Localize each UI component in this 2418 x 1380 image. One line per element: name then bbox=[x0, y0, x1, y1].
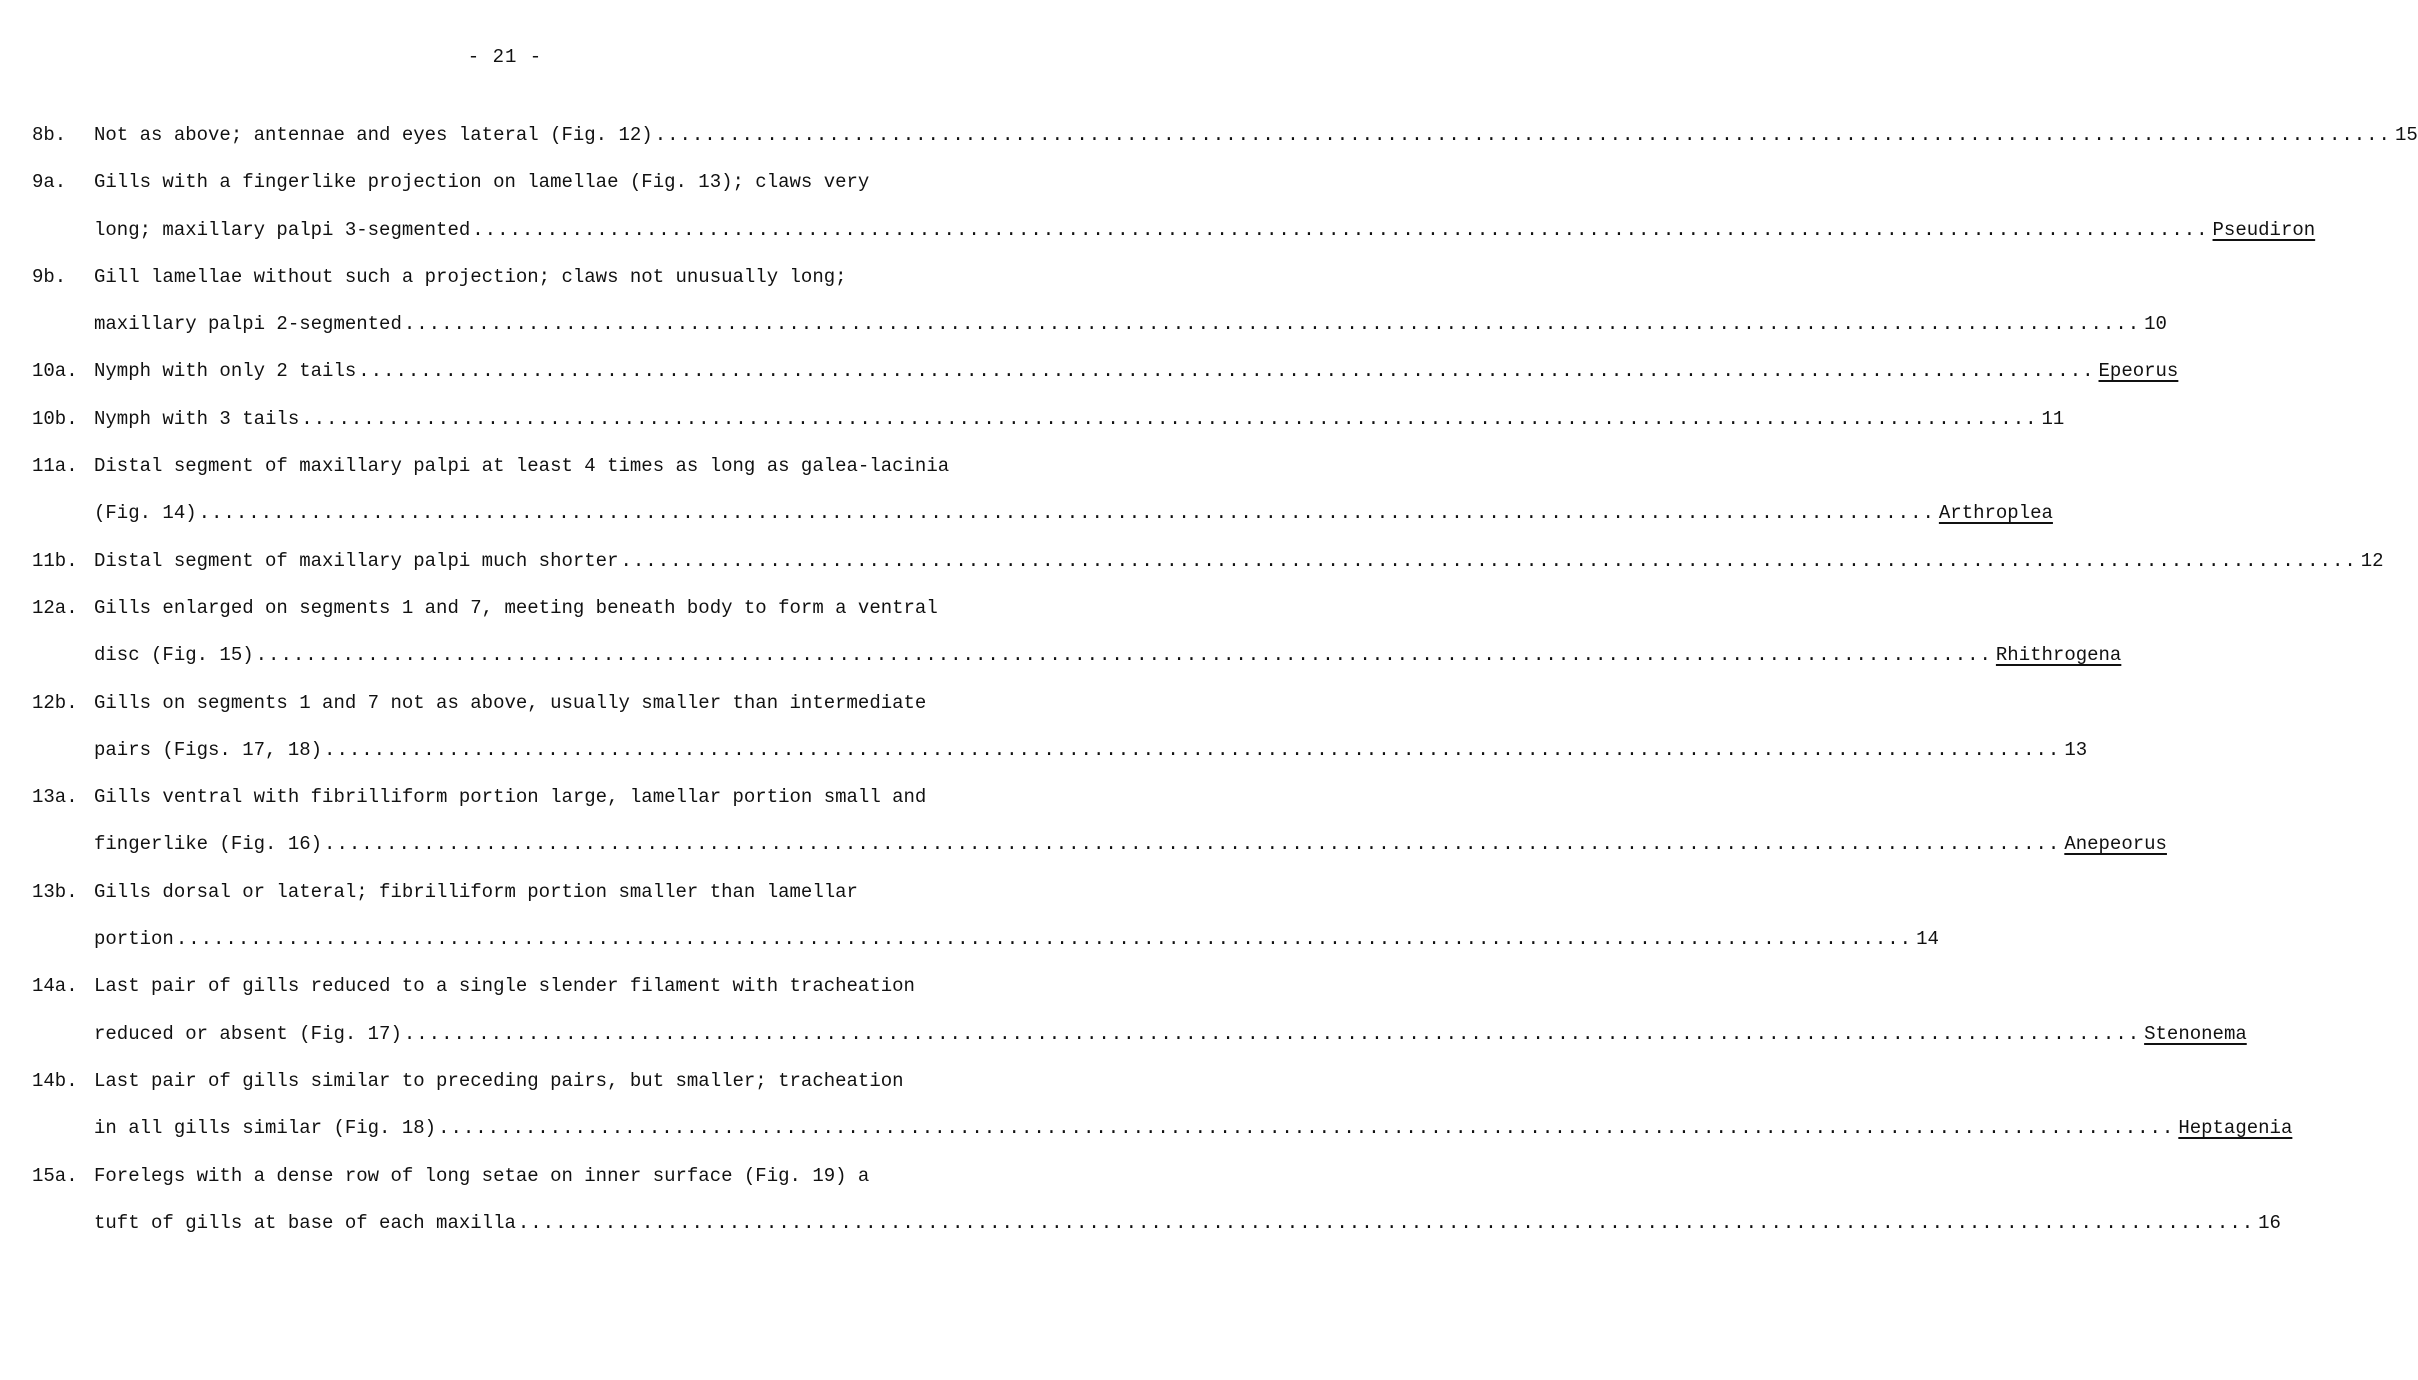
key-entry-10b bbox=[32, 396, 2065, 443]
leader-dots: ............................................................................................................................................ bbox=[403, 313, 2141, 336]
entry-line bbox=[32, 1058, 987, 1105]
entry-number: 13b. bbox=[32, 880, 78, 903]
entry-text: Gill lamellae without such a projection; claws not unusually long; bbox=[94, 265, 847, 288]
entry-number: 8b. bbox=[32, 124, 67, 146]
entry-text: Last pair of gills reduced to a single slender filament with tracheation bbox=[94, 975, 915, 998]
entry-line bbox=[32, 680, 987, 727]
entry-number: 10a. bbox=[32, 360, 78, 383]
key-entries bbox=[32, 112, 2418, 1247]
entry-line-final bbox=[32, 727, 2088, 774]
entry-text: Last pair of gills similar to preceding pairs, but smaller; tracheation bbox=[94, 1069, 904, 1092]
entry-text: maxillary palpi 2-segmented bbox=[94, 313, 402, 336]
entry-line-final bbox=[32, 490, 2053, 537]
entry-text: long; maxillary palpi 3-segmented bbox=[94, 218, 471, 241]
entry-text: Gills enlarged on segments 1 and 7, meeting beneath body to form a ventral bbox=[94, 596, 938, 619]
leader-dots: ............................................................................................................................................ bbox=[255, 644, 1992, 667]
couplet-reference: 16 bbox=[2258, 1211, 2281, 1234]
taxon-name: Epeorus bbox=[2098, 360, 2179, 383]
entry-line-final bbox=[32, 916, 1939, 963]
key-entry-11b bbox=[32, 538, 2384, 585]
entry-number: 11a. bbox=[32, 455, 78, 478]
entry-text: Distal segment of maxillary palpi at least 4 times as long as galea-lacinia bbox=[94, 455, 950, 478]
taxon-name: Anepeorus bbox=[2064, 833, 2167, 856]
entry-text: Nymph with only 2 tails bbox=[94, 360, 357, 383]
entry-line-final bbox=[32, 396, 2065, 443]
leader-dots: ............................................................................................................................................ bbox=[175, 928, 1913, 951]
key-entry-10a bbox=[32, 348, 2179, 395]
entry-line bbox=[32, 585, 987, 632]
entry-line bbox=[32, 159, 987, 206]
taxon-name: Rhithrogena bbox=[1995, 644, 2122, 667]
entry-text: tuft of gills at base of each maxilla bbox=[94, 1211, 516, 1234]
entry-text: Gills on segments 1 and 7 not as above, usually smaller than intermediate bbox=[94, 691, 927, 714]
entry-text: pairs (Figs. 17, 18) bbox=[94, 738, 323, 761]
entry-text: in all gills similar (Fig. 18) bbox=[94, 1117, 437, 1140]
entry-line bbox=[32, 963, 987, 1010]
leader-dots: ............................................................................................................................................ bbox=[324, 833, 2061, 856]
entry-line-final bbox=[32, 348, 2179, 395]
entry-line-final bbox=[32, 1011, 2247, 1058]
entry-number: 9b. bbox=[32, 265, 67, 288]
leader-dots: ............................................................................................................................................ bbox=[620, 549, 2357, 572]
key-entry-13b bbox=[32, 869, 1939, 964]
key-entry-14a bbox=[32, 963, 2247, 1058]
leader-dots: ............................................................................................................................................ bbox=[358, 360, 2095, 383]
page-number: - 21 - bbox=[467, 46, 543, 68]
entry-number: 14b. bbox=[32, 1069, 78, 1092]
entry-line bbox=[32, 443, 987, 490]
couplet-reference: 12 bbox=[2360, 549, 2384, 572]
entry-text: reduced or absent (Fig. 17) bbox=[94, 1022, 402, 1045]
entry-line-final bbox=[32, 1200, 2281, 1247]
entry-number: 14a. bbox=[32, 975, 78, 998]
entry-number: 12b. bbox=[32, 691, 78, 714]
couplet-reference: 13 bbox=[2064, 738, 2088, 761]
couplet-reference: 15 bbox=[2394, 124, 2418, 146]
entry-text: Nymph with 3 tails bbox=[94, 407, 300, 430]
leader-dots: ............................................................................................................................................ bbox=[654, 124, 2391, 146]
entry-line-final bbox=[32, 632, 2122, 679]
entry-line-final bbox=[32, 112, 2418, 159]
entry-text: Gills dorsal or lateral; fibrilliform portion smaller than lamellar bbox=[94, 880, 858, 903]
entry-line-final bbox=[32, 821, 2167, 868]
leader-dots: ............................................................................................................................................ bbox=[403, 1022, 2141, 1045]
key-entry-11a bbox=[32, 443, 2053, 538]
taxon-name: Heptagenia bbox=[2178, 1117, 2293, 1140]
taxon-name: Pseudiron bbox=[2212, 218, 2316, 241]
key-entry-14b bbox=[32, 1058, 2293, 1153]
entry-text: Gills ventral with fibrilliform portion large, lamellar portion small and bbox=[94, 786, 927, 809]
key-entry-8b bbox=[32, 112, 2418, 159]
entry-number: 10b. bbox=[32, 407, 78, 430]
entry-line-final bbox=[32, 301, 2167, 348]
key-entry-13a bbox=[32, 774, 2167, 869]
entry-line bbox=[32, 254, 987, 301]
leader-dots: ............................................................................................................................................ bbox=[324, 738, 2061, 761]
entry-text: (Fig. 14) bbox=[94, 502, 197, 525]
taxon-name: Arthroplea bbox=[1938, 502, 2053, 525]
entry-line-final bbox=[32, 1105, 2293, 1152]
key-entry-9a bbox=[32, 159, 2316, 254]
entry-number: 15a. bbox=[32, 1164, 78, 1187]
leader-dots: ............................................................................................................................................ bbox=[472, 218, 2209, 241]
taxon-name: Stenonema bbox=[2144, 1022, 2247, 1045]
key-entry-15a bbox=[32, 1153, 2281, 1248]
leader-dots: ............................................................................................................................................ bbox=[198, 502, 1935, 525]
entry-text: Forelegs with a dense row of long setae on inner surface (Fig. 19) a bbox=[94, 1164, 870, 1187]
entry-text: disc (Fig. 15) bbox=[94, 644, 254, 667]
entry-number: 12a. bbox=[32, 596, 78, 619]
entry-text: portion bbox=[94, 928, 174, 951]
leader-dots: ............................................................................................................................................ bbox=[438, 1117, 2175, 1140]
leader-dots: ............................................................................................................................................ bbox=[301, 407, 2038, 430]
entry-number: 13a. bbox=[32, 786, 78, 809]
entry-line bbox=[32, 869, 987, 916]
key-entry-12b bbox=[32, 680, 2088, 775]
entry-line-final bbox=[32, 207, 2316, 254]
entry-line bbox=[32, 1153, 987, 1200]
entry-line bbox=[32, 774, 987, 821]
entry-number: 11b. bbox=[32, 549, 78, 572]
entry-line-final bbox=[32, 538, 2384, 585]
entry-text: Distal segment of maxillary palpi much shorter bbox=[94, 549, 619, 572]
entry-text: fingerlike (Fig. 16) bbox=[94, 833, 323, 856]
leader-dots: ............................................................................................................................................ bbox=[517, 1211, 2255, 1234]
couplet-reference: 10 bbox=[2144, 313, 2167, 336]
entry-text: Not as above; antennae and eyes lateral (Fig. 12) bbox=[94, 124, 653, 146]
key-entry-9b bbox=[32, 254, 2167, 349]
entry-number: 9a. bbox=[32, 171, 67, 194]
key-entry-12a bbox=[32, 585, 2122, 680]
couplet-reference: 14 bbox=[1916, 928, 1939, 951]
couplet-reference: 11 bbox=[2041, 407, 2065, 430]
entry-text: Gills with a fingerlike projection on lamellae (Fig. 13); claws very bbox=[94, 171, 870, 194]
